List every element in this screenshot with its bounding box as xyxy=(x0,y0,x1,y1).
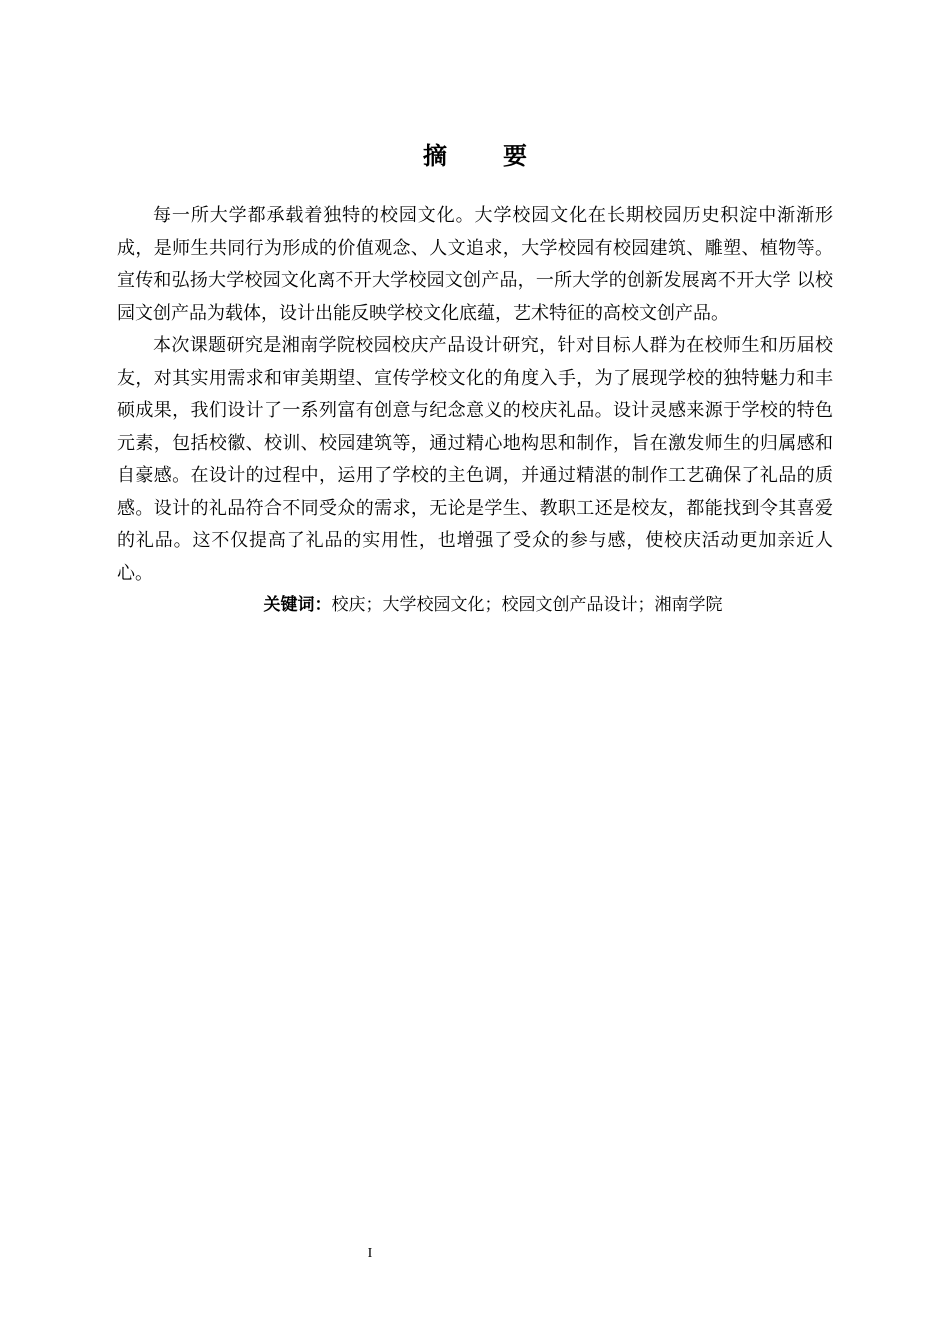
abstract-title xyxy=(0,136,950,171)
abstract-body xyxy=(117,200,833,620)
title-char-2: 要 xyxy=(503,142,527,170)
page-number: I xyxy=(367,1246,373,1261)
abstract-paragraph-2: 本次课题研究是湘南学院校园校庆产品设计研究，针对目标人群为在校师生和历届校友，对其实用需求和审美期望、宣传学校文化的角度入手，为了展现学校的独特魅力和丰硕成果，我们设计了一系列富有创意与纪念意义的校庆礼品。设计灵感来源于学校的特色元素，包括校徽、校训、校园建筑等，通过精心地构思和制作，旨在激发师生的归属感和自豪感。在设计的过程中，运用了学校的主色调，并通过精湛的制作工艺确保了礼品的质感。设计的礼品符合不同受众的需求，无论是学生、教职工还是校友，都能找到令其喜爱的礼品。这不仅提高了礼品的实用性，也增强了受众的参与感，使校庆活动更加亲近人心。 xyxy=(117,335,833,584)
abstract-paragraph-1: 每一所大学都承载着独特的校园文化。大学校园文化在长期校园历史积淀中渐渐形成，是师生共同行为形成的价值观念、人文追求，大学校园有校园建筑、雕塑、植物等。宣传和弘扬大学校园文化离不开大学校园文创产品，一所大学的创新发展离不开大学 以校园文创产品为载体，设计出能反映学校文化底蕴，艺术特征的高校文创产品。 xyxy=(117,205,833,324)
keywords-line xyxy=(117,590,833,620)
title-char-1: 摘 xyxy=(423,142,447,170)
keywords-text: 校庆；大学校园文化；校园文创产品设计；湘南学院 xyxy=(331,595,723,615)
keywords-label: 关键词： xyxy=(263,595,332,615)
